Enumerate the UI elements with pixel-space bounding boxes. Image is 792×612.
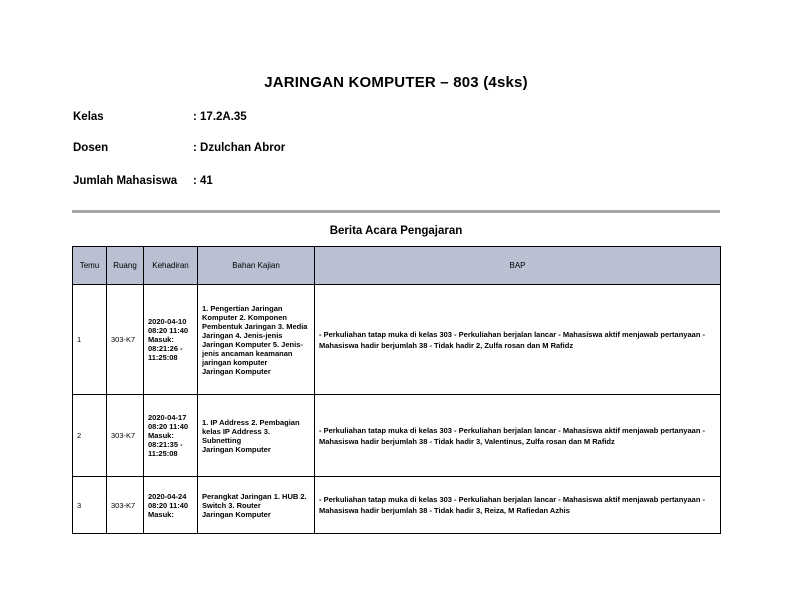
cell-ruang: 303-K7 [107,477,144,534]
info-label: Jumlah Mahasiswa [73,175,178,187]
header-bap: BAP [315,247,721,285]
cell-bahan-kajian: 1. Pengertian Jaringan Komputer 2. Komponen Pembentuk Jaringan 3. Media Jaringan 4. Jenis-jenis Jaringan Komputer 5. Jenis-jenis ancaman keamanan jaringan komputer Jaringan Komputer [198,285,315,395]
info-label: Dosen [73,142,109,154]
document-title: JARINGAN KOMPUTER – 803 (4sks) [264,74,528,91]
table-row [73,395,721,477]
info-value: : Dzulchan Abror [193,142,286,154]
header-temu: Temu [73,247,107,285]
info-row-jumlah-mahasiswa [73,175,213,187]
cell-temu: 1 [73,285,107,395]
cell-ruang: 303-K7 [107,285,144,395]
header-bahan-kajian: Bahan Kajian [198,247,315,285]
divider [72,210,720,213]
table-row [73,477,721,534]
cell-kehadiran: 2020-04-10 08:20 11:40 Masuk: 08:21:26 - 11:25:08 [144,285,198,395]
cell-kehadiran: 2020-04-17 08:20 11:40 Masuk: 08:21:35 - 11:25:08 [144,395,198,477]
cell-temu: 2 [73,395,107,477]
bap-table [72,246,721,534]
header-kehadiran: Kehadiran [144,247,198,285]
header-ruang: Ruang [107,247,144,285]
info-value: : 41 [193,175,213,187]
cell-ruang: 303-K7 [107,395,144,477]
cell-bahan-kajian: 1. IP Address 2. Pembagian kelas IP Address 3. Subnetting Jaringan Komputer [198,395,315,477]
cell-bahan-kajian: Perangkat Jaringan 1. HUB 2. Switch 3. Router Jaringan Komputer [198,477,315,534]
section-title: Berita Acara Pengajaran [329,225,463,237]
cell-bap: - Perkuliahan tatap muka di kelas 303 - Perkuliahan berjalan lancar - Mahasiswa aktif menjawab pertanyaan - Mahasiswa hadir berjumlah 38 - Tidak hadir 3, Reiza, M Rafiedan Azhis [315,477,721,534]
info-row-dosen [73,142,285,154]
cell-bap: - Perkuliahan tatap muka di kelas 303 - Perkuliahan berjalan lancar - Mahasiswa aktif menjawab pertanyaan - Mahasiswa hadir berjumlah 38 - Tidak hadir 3, Valentinus, Zulfa rosan dan M Rafidz [315,395,721,477]
info-row-kelas [73,111,247,123]
cell-kehadiran: 2020-04-24 08:20 11:40 Masuk: [144,477,198,534]
table-row [73,285,721,395]
table-header-row [73,247,721,285]
cell-bap: - Perkuliahan tatap muka di kelas 303 - Perkuliahan berjalan lancar - Mahasiswa aktif menjawab pertanyaan - Mahasiswa hadir berjumlah 38 - Tidak hadir 2, Zulfa rosan dan M Rafidz [315,285,721,395]
info-value: : 17.2A.35 [193,111,247,123]
cell-temu: 3 [73,477,107,534]
info-label: Kelas [73,111,104,123]
